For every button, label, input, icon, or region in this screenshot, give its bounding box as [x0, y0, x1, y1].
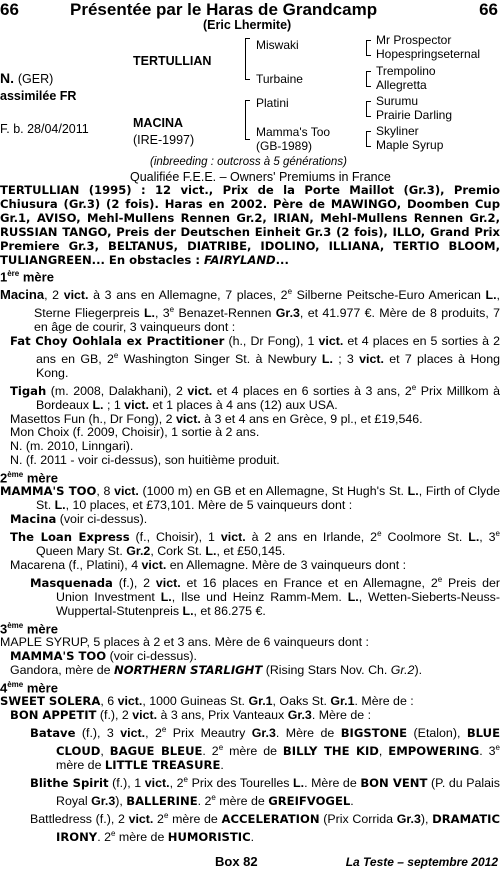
great-grandparent-4: Allegretta	[376, 78, 427, 92]
produce-blithe-spirit: Blithe Spirit (f.), 1 vict., 2e Prix des Tourelles L.. Mère de BON VENT (P. du Palais Royal Gr.3), BALLERINE. 2e mère de GREIFVOGEL.	[30, 775, 500, 809]
produce-macina: Macina (voir ci-dessus).	[10, 512, 148, 527]
granddam-2: Mamma's Too	[256, 125, 331, 139]
horse-name: N. (GER)	[0, 70, 54, 86]
sire-name: TERTULLIAN	[133, 54, 212, 68]
produce-mammas-too: MAMMA'S TOO (voir ci-dessus).	[10, 649, 198, 664]
grandsire-1: Miswaki	[256, 38, 299, 52]
great-grandparent-7: Skyliner	[376, 124, 419, 138]
lot-number-right: 66	[479, 0, 498, 19]
produce-batave: Batave (f.), 3 vict., 2e Prix Meautry Gr.3. Mère de BIGSTONE (Etalon), BLUE CLOUD, BAGUE BLEUE. 2e mère de BILLY THE KID, EMPOWERING. 3e mère de LITTLE TREASURE.	[30, 725, 500, 773]
first-dam-heading: 1ère mère	[0, 269, 54, 285]
great-grandparent-2: Hopespringseternal	[376, 47, 481, 61]
great-grandparent-8: Maple Syrup	[376, 138, 444, 152]
produce-2010: N. (m. 2010, Linngari).	[10, 439, 134, 454]
produce-masettos-fun: Masettos Fun (h., Dr Fong), 2 vict. à 3 et 4 ans en Grèce, 9 pl., et £19,546.	[10, 411, 423, 426]
bracket-ggs2	[366, 71, 371, 87]
dam-origin: (IRE-1997)	[133, 133, 195, 147]
bracket-ggs3	[366, 101, 371, 117]
first-dam-paragraph: Macina, 2 vict. à 3 ans en Allemagne, 7 places, 2e Silberne Peitsche-Euro American L., Sterne Fliegerpreis L., 3e Benazet-Rennen Gr.3, et 41.977 €. Mère de 8 produits, 7 en âge de courir, 3 vainqueurs dont :	[0, 286, 500, 334]
great-grandparent-5: Surumu	[376, 94, 419, 108]
consignor: (Eric Lhermite)	[203, 18, 292, 32]
produce-loan-express: The Loan Express (f., Choisir), 1 vict. à 2 ans en Irlande, 2e Coolmore St. L., 3e Queen Mary St. Gr.2, Cork St. L., et £50,145.	[10, 529, 500, 559]
granddam-2-origin: (GB-1989)	[256, 139, 313, 153]
bracket-ggs4	[366, 131, 371, 147]
lot-number-left: 66	[0, 0, 19, 19]
second-dam-heading: 2ème mère	[0, 470, 58, 486]
granddam-1: Turbaine	[256, 72, 303, 86]
grandsire-2: Platini	[256, 96, 289, 110]
produce-gandora: Gandora, mère de NORTHERN STARLIGHT (Rising Stars Nov. Ch. Gr.2).	[10, 663, 423, 678]
third-dam-heading: 3ème mère	[0, 620, 58, 637]
produce-battledress: Battledress (f.), 2 vict. 2e mère de ACCELERATION (Prix Corrida Gr.3), DRAMATIC IRONY. 2e mère de HUMORISTIC.	[30, 811, 500, 845]
box-number: Box 82	[215, 854, 258, 869]
fourth-dam-paragraph: SWEET SOLERA, 6 vict., 1000 Guineas St. Gr.1, Oaks St. Gr.1. Mère de :	[0, 694, 414, 709]
produce-2011: N. (f. 2011 - voir ci-dessus), son huitième produit.	[10, 453, 280, 468]
sire-bracket	[245, 38, 250, 80]
great-grandparent-6: Prairie Darling	[376, 108, 453, 122]
produce-masquenada: Masquenada (f.), 2 vict. et 16 places en France et en Allemagne, 2e Preis der Union Investment L., Ilse und Heinz Ramm-Mem. L., Wetten-Sieberts-Neuss-Wuppertal-Stutenpreis L., et 86.275 €.	[30, 575, 500, 618]
produce-tigah: Tigah (m. 2008, Dalakhani), 2 vict. et 4 places en 6 sorties à 3 ans, 2e Prix Millkom à Bordeaux L. ; 1 vict. et 1 places à 4 ans (12) aux USA.	[10, 382, 500, 412]
sire-paragraph: TERTULLIAN (1995) : 12 vict., Prix de la Porte Maillot (Gr.3), Premio Chiusura (Gr.3) (2 fois). Haras en 2002. Père de MAWINGO, Doomben Cup Gr.1, AVISO, Mehl-Mullens Rennen Gr.2, IRIAN, Mehl-Mullens Rennen Gr.2, RUSSIAN TANGO, Preis der Deutschen Einheit Gr.3 (2 fois), ILLO, Grand Prix Premiere Gr.3, BELTANUS, DIATRIBE, IDOLINO, ILLIANA, TERTIO BLOOM, TULIANGREEN... En obstacles : FAIRYLAND...	[0, 183, 500, 267]
produce-fat-choy: Fat Choy Oohlala ex Practitioner (h., Dr Fong), 1 vict. et 4 places en 5 sorties à 2 ans en GB, 2e Washington Singer St. à Newbury L. ; 3 vict. et 7 places à Hong Kong.	[10, 333, 500, 380]
second-dam-paragraph: MAMMA'S TOO, 8 vict. (1000 m) en GB et en Allemagne, St Hugh's St. L., Firth of Clyde St. L., 10 places, et £73,101. Mère de 5 vainqueurs dont :	[0, 484, 500, 513]
assimilated-status: assimilée FR	[0, 89, 77, 103]
birth-info: F. b. 28/04/2011	[0, 122, 89, 136]
qualification-note: Qualifiée F.E.E. – Owners' Premiums in France	[130, 170, 391, 184]
fourth-dam-heading: 4ème mère	[0, 679, 58, 696]
dam-name: MACINA	[133, 116, 183, 130]
produce-bon-appetit: BON APPETIT (f.), 2 vict. à 3 ans, Prix Vanteaux Gr.3. Mère de :	[10, 708, 372, 723]
third-dam-paragraph: MAPLE SYRUP, 5 places à 2 et 3 ans. Mère de 6 vainqueurs dont :	[0, 635, 369, 650]
great-grandparent-3: Trempolino	[376, 64, 436, 78]
sale-info: La Teste – septembre 2012	[345, 855, 498, 869]
page-title: Présentée par le Haras de Grandcamp	[70, 0, 378, 19]
dam-bracket	[245, 100, 250, 140]
great-grandparent-1: Mr Prospector	[376, 33, 452, 47]
produce-mon-choix: Mon Choix (f. 2009, Choisir), 1 sortie à 2 ans.	[10, 425, 260, 440]
inbreeding-note: (inbreeding : outcross à 5 générations)	[150, 156, 347, 168]
produce-macarena: Macarena (f., Platini), 4 vict. en Allemagne. Mère de 3 vainqueurs dont :	[10, 558, 407, 573]
catalogue-text	[0, 184, 500, 845]
bracket-ggs1	[366, 40, 371, 56]
